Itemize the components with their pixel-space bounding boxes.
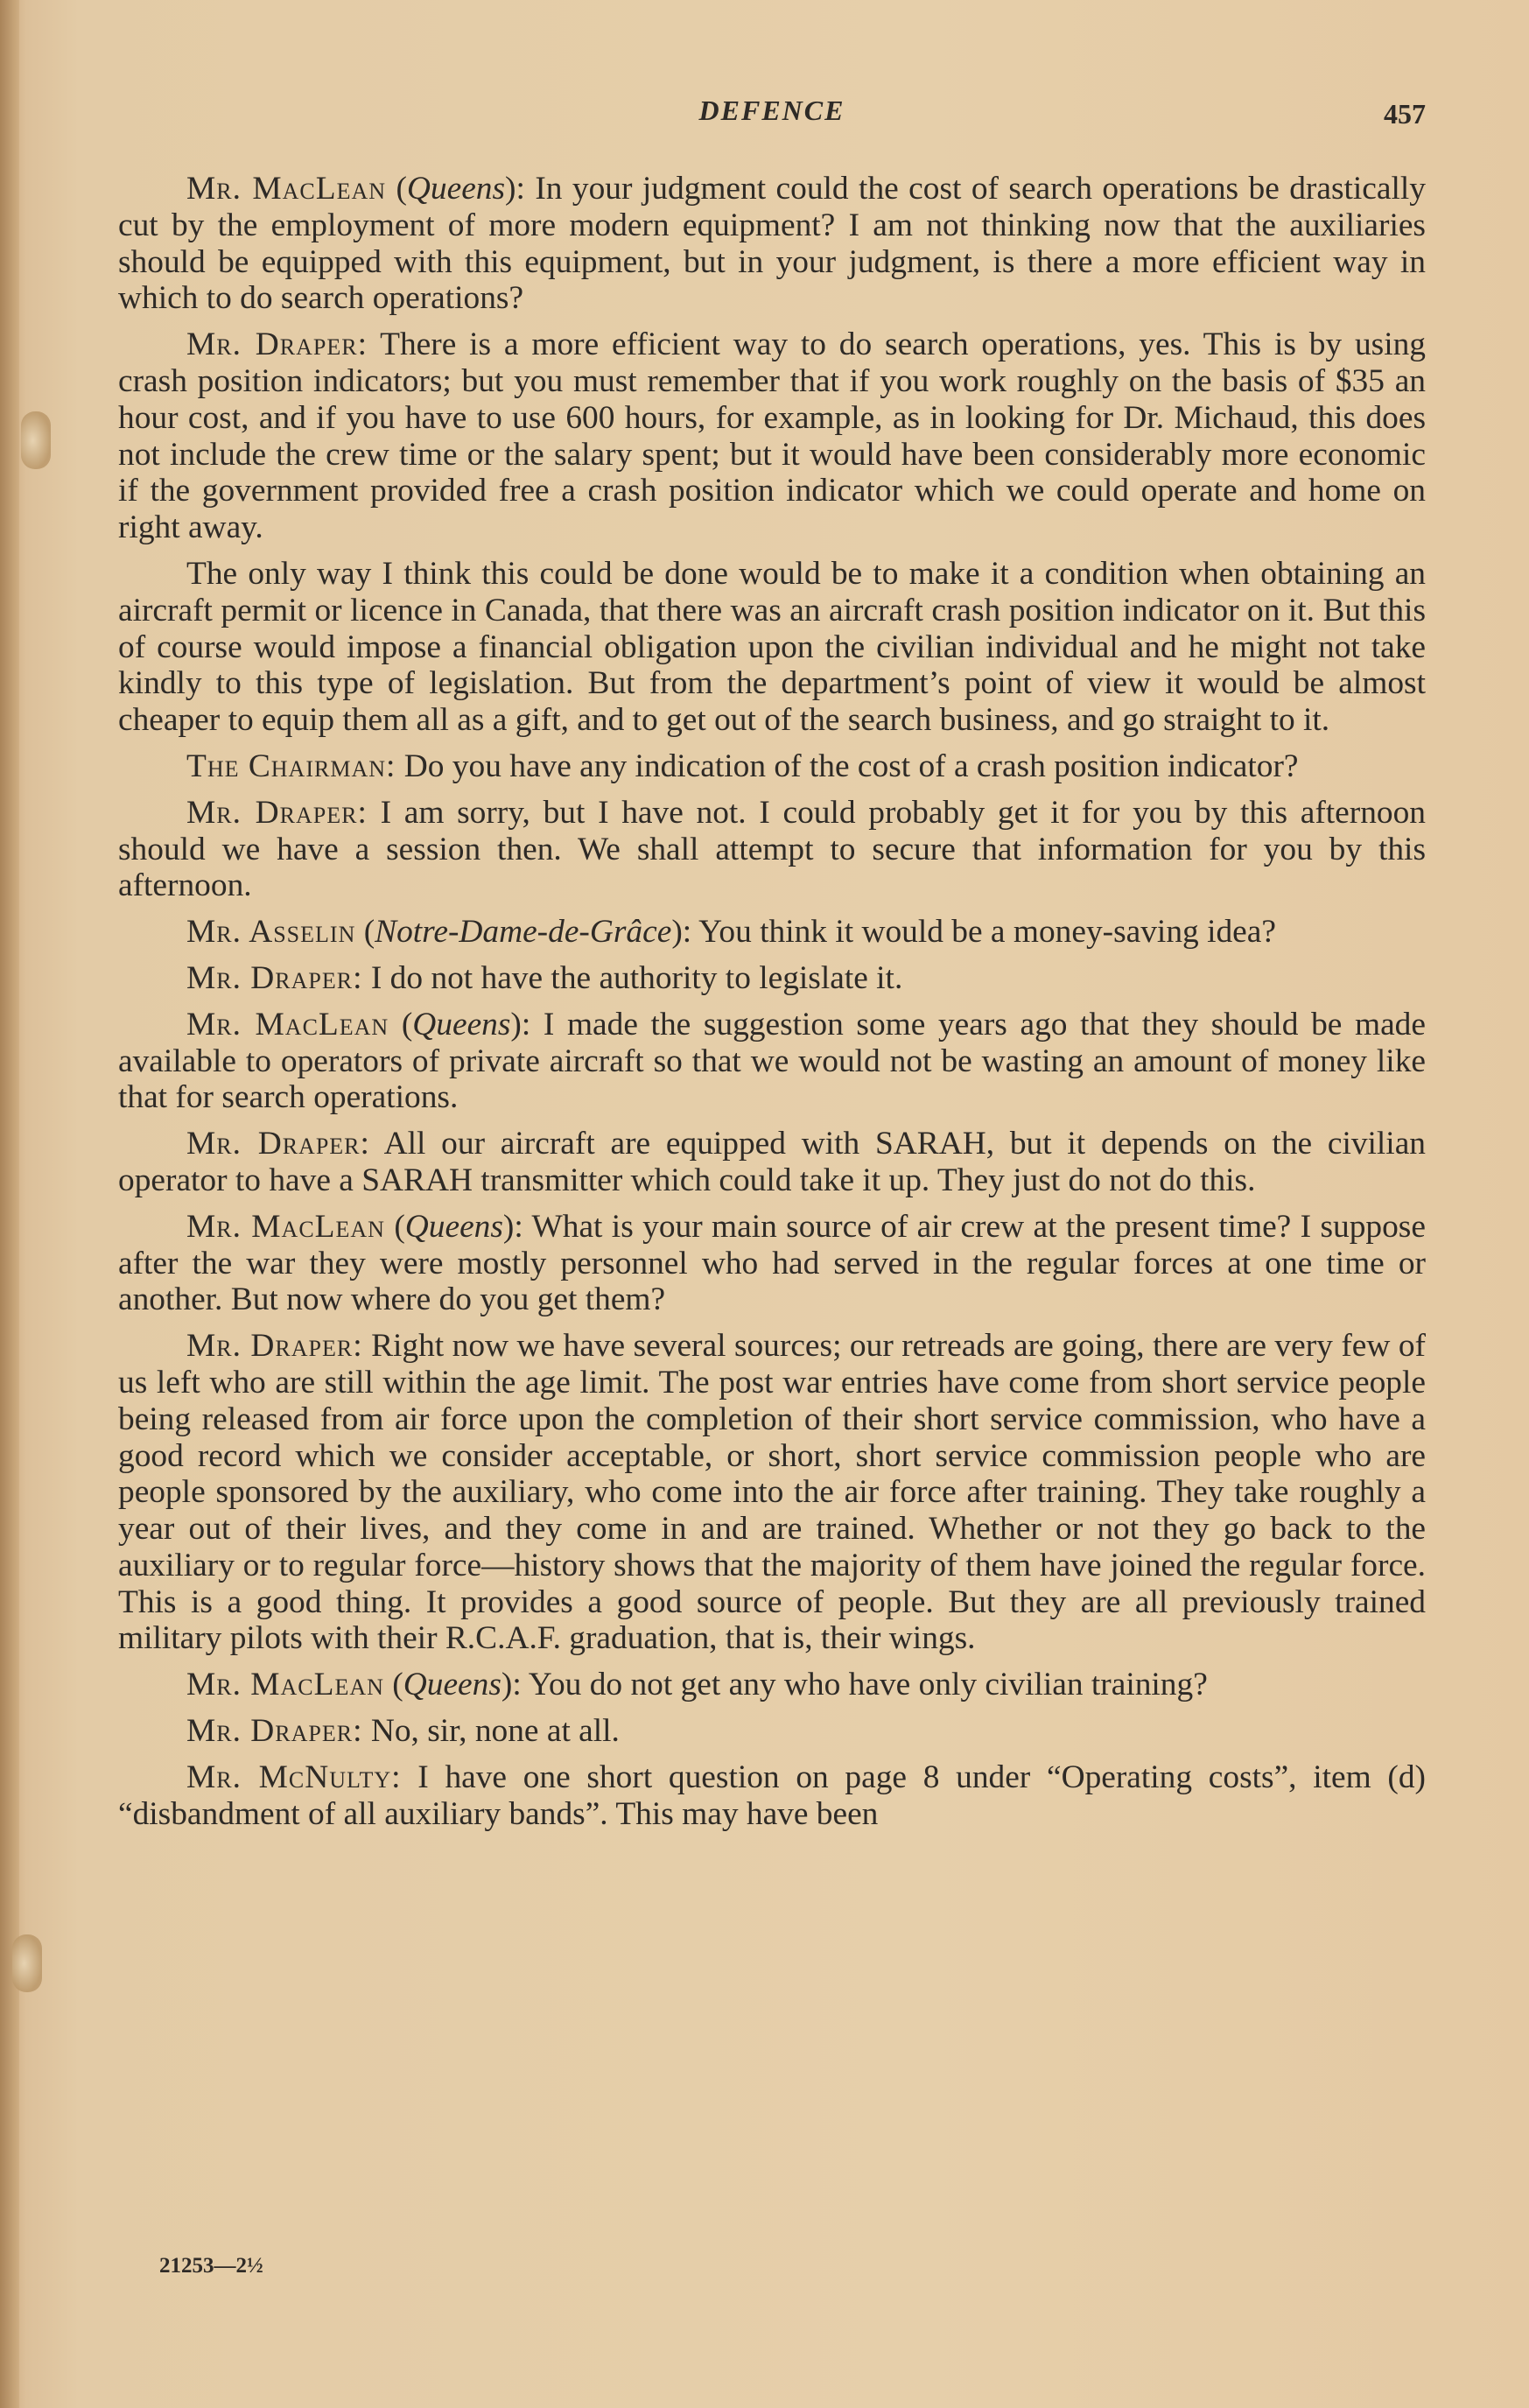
- transcript-paragraph: Mr. MacLean (Queens): I made the suggestion some years ago that they should be made available to operators of private aircraft so that we would not be wasting an amount of money like that for search operations.: [118, 1006, 1426, 1116]
- speaker-name: Mr. MacLean: [186, 171, 387, 207]
- speaker-name: Mr. Draper:: [186, 1126, 370, 1162]
- transcript-paragraph: [118, 326, 1426, 546]
- binding-ring-bottom: [12, 1934, 42, 1992]
- speaker-riding: Notre-Dame-de-Grâce: [375, 914, 672, 951]
- paragraph-text: I made the suggestion some years ago that they should be made available to operators of private aircraft so that we would not be wasting an amount of money like that for search operations.: [118, 1006, 1426, 1116]
- paragraph-text: I have one short question on page 8 under “Operating costs”, item (d) “disbandment of all auxiliary bands”. This may have been: [118, 1759, 1426, 1832]
- transcript-paragraph: [118, 960, 1426, 997]
- speaker-name: Mr. Draper:: [186, 1713, 363, 1750]
- speaker-name: Mr. MacLean: [186, 1208, 385, 1245]
- binding-edge: [0, 0, 19, 2408]
- paragraph-text: No, sir, none at all.: [370, 1713, 620, 1750]
- speaker-name: Mr. MacLean: [186, 1667, 384, 1703]
- transcript-paragraph: Mr. Asselin (Notre-Dame-de-Grâce): You think it would be a money-saving idea?: [186, 914, 1276, 951]
- page-number: 457: [1384, 98, 1426, 130]
- speaker-name: Mr. Draper:: [186, 326, 368, 363]
- speaker-riding: Queens: [404, 1208, 503, 1245]
- paragraph-text: You do not get any who have only civilian training?: [528, 1667, 1208, 1703]
- transcript-paragraph: [118, 1759, 1426, 1833]
- speaker-name: Mr. Draper:: [186, 1328, 363, 1365]
- transcript-paragraph: Mr. MacLean (Queens): In your judgment could the cost of search operations be drastically cut by the employment of more modern equipment? I am not thinking now that the auxiliaries should be equipped with this equipment, but in your judgment, is there a more efficient way in which to do search operations?: [118, 171, 1426, 317]
- speaker-riding: Queens: [412, 1006, 511, 1043]
- speaker-name: Mr. Draper:: [186, 959, 363, 996]
- paragraph-text: I am sorry, but I have not. I could probably get it for you by this afternoon should we have a session then. We shall attempt to secure that information for you by this afternoon.: [118, 794, 1426, 904]
- binding-ring-top: [21, 411, 51, 469]
- speaker-name: Mr. Asselin: [186, 914, 356, 951]
- speaker-name: Mr. McNulty:: [186, 1759, 402, 1795]
- paragraph-text: All our aircraft are equipped with SARAH, but it depends on the civilian operator to have a SARAH transmitter which could take it up. They just do not do this.: [118, 1126, 1426, 1198]
- paragraph-text: I do not have the authority to legislate it.: [370, 959, 903, 996]
- paragraph-text: What is your main source of air crew at the present time? I suppose after the war they were mostly personnel who had served in the regular forces at one time or another. But now where do you get them?: [118, 1208, 1426, 1318]
- transcript-paragraph: [118, 748, 1426, 785]
- speaker-riding: Queens: [403, 1667, 501, 1703]
- transcript-paragraph: [118, 1713, 1426, 1750]
- speaker-name: The Chairman:: [186, 748, 396, 784]
- paragraph-text: In your judgment could the cost of search operations be drastically cut by the employment of more modern equipment? I am not thinking now that the auxiliaries should be equipped with this equipment, but in your judgment, is there a more efficient way in which to do search operations?: [118, 171, 1426, 317]
- paragraph-text: There is a more efficient way to do search operations, yes. This is by using crash position indicators; but you must remember that if you work roughly on the basis of $35 an hour cost, and if you have to use 600 hours, for example, as in looking for Dr. Michaud, this does not include the crew time or the salary spent; but it would have been considerably more economic if the government provided free a crash position indicator which we could operate and home on right away.: [118, 326, 1426, 546]
- paragraph-text: Right now we have several sources; our retreads are going, there are very few of us left who are still within the age limit. The post war entries have come from short service people being released from air force upon the completion of their short service commission, who have a good record which we consider acceptable, or short, short service commission people who are people sponsored by the auxiliary, who come into the air force after training. They take roughly a year out of their lives, and they come in and are trained. Whether or not they go back to the auxiliary or to regular force—history shows that the majority of them have joined the regular force. This is a good thing. It provides a good source of people. But they are all previously trained military pilots with their R.C.A.F. graduation, that is, their wings.: [118, 1328, 1426, 1657]
- transcript-paragraph: [118, 795, 1426, 904]
- transcript-paragraph: [118, 1126, 1426, 1199]
- transcript-paragraph: [118, 556, 1426, 739]
- speaker-name: Mr. MacLean: [186, 1006, 389, 1043]
- paragraph-text: Do you have any indication of the cost of a crash position indicator?: [403, 748, 1299, 784]
- paragraph-text: The only way I think this could be done would be to make it a condition when obtaining an aircraft permit or licence in Canada, that there was an aircraft crash position indicator on it. But this of course would impose a financial obligation upon the civilian individual and he might not take kindly to this type of legislation. But from the department’s point of view it would be almost cheaper to equip them all as a gift, and to get out of the search business, and go straight to it.: [118, 555, 1426, 739]
- running-head: DEFENCE: [698, 95, 845, 126]
- speaker-riding: Queens: [406, 171, 506, 207]
- speaker-name: Mr. Draper:: [186, 794, 368, 831]
- transcript-paragraph: Mr. MacLean (Queens): You do not get any who have only civilian training?: [186, 1667, 1208, 1703]
- transcript-paragraph: [118, 1328, 1426, 1657]
- signature-code: 21253—2½: [159, 2254, 263, 2278]
- transcript-paragraph: Mr. MacLean (Queens): What is your main source of air crew at the present time? I suppose after the war they were mostly personnel who had served in the regular forces at one time or another. But now where do you get them?: [118, 1208, 1426, 1318]
- page-header: [118, 95, 1426, 147]
- page-body: [118, 171, 1426, 1842]
- paragraph-text: You think it would be a money-saving idea?: [698, 914, 1276, 951]
